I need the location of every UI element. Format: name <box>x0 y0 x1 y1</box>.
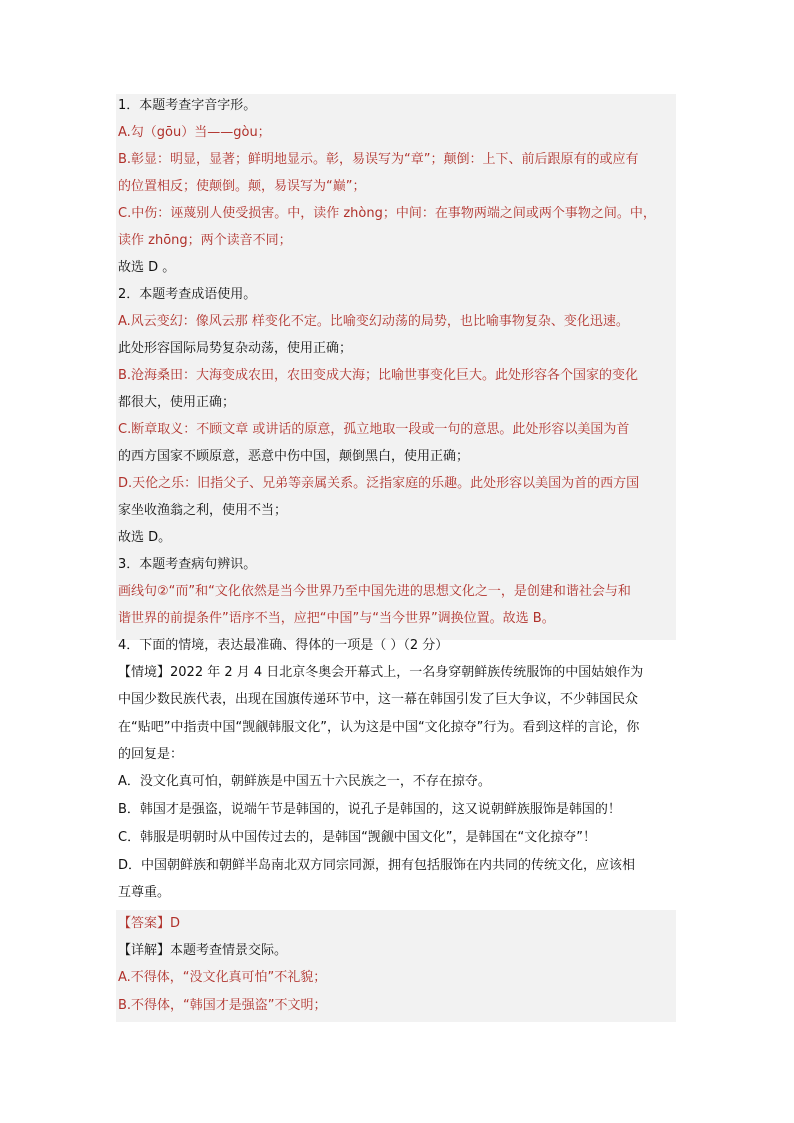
text-line-content: 读作 zhōng；两个读音不同； <box>118 233 292 248</box>
text-line <box>0 964 794 991</box>
text-line <box>0 173 794 200</box>
text-line <box>0 551 794 578</box>
text-line-content: 谐世界的前提条件”语序不当，应把“中国”与“当今世界”调换位置。故选 B。 <box>118 611 555 626</box>
text-line-content: A.风云变幻：像风云那 样变化不定。比喻变幻动荡的局势，也比喻事物复杂、变化迅速。 <box>118 314 629 329</box>
text-line <box>0 879 794 906</box>
text-line <box>0 254 794 281</box>
text-line-content: A．没文化真可怕，朝鲜族是中国五十六民族之一，不存在掠夺。 <box>118 774 491 789</box>
text-line <box>0 416 794 443</box>
text-line <box>0 92 794 119</box>
text-line-content: 画线句②“而”和“文化依然是当今世界乃至中国先进的思想文化之一，是创建和谐社会与和 <box>118 584 631 599</box>
text-line <box>0 524 794 551</box>
text-line-content: A.勾（gōu）当——gòu； <box>118 125 271 140</box>
text-line-content: B.不得体，“韩国才是强盗”不文明； <box>118 998 327 1013</box>
text-line <box>0 714 794 741</box>
text-line-content: B.彰显：明显，显著；鲜明地显示。彰，易误写为“章”；颠倒：上下、前后跟原有的或应有 <box>118 152 639 167</box>
text-line-content: 互尊重。 <box>118 885 171 900</box>
text-line-content: D.天伦之乐：旧指父子、兄弟等亲属关系。泛指家庭的乐趣。此处形容以美国为首的西方国 <box>118 476 640 491</box>
text-line <box>0 852 794 879</box>
text-line-content: 4．下面的情境，表达最准确、得体的一项是（ ）（2 分） <box>118 638 449 653</box>
text-line <box>0 119 794 146</box>
text-line-content: 故选 D 。 <box>118 260 176 275</box>
text-line <box>0 497 794 524</box>
text-line <box>0 578 794 605</box>
text-line <box>0 605 794 632</box>
text-line <box>0 443 794 470</box>
text-line <box>0 686 794 713</box>
text-line <box>0 659 794 686</box>
text-line <box>0 992 794 1019</box>
text-line <box>0 227 794 254</box>
text-line-content: B．韩国才是强盗，说端午节是韩国的，说孔子是韩国的，这又说朝鲜族服饰是韩国的！ <box>118 802 621 817</box>
text-line <box>0 146 794 173</box>
text-line <box>0 281 794 308</box>
text-line <box>0 796 794 823</box>
text-line <box>0 910 794 937</box>
text-line-content: 故选 D。 <box>118 530 172 545</box>
text-line-content: 此处形容国际局势复杂动荡，使用正确； <box>118 341 353 356</box>
text-line-content: 中国少数民族代表，出现在国旗传递环节中，这一幕在韩国引发了巨大争议，不少韩国民众 <box>118 692 639 707</box>
text-line <box>0 937 794 964</box>
text-line <box>0 470 794 497</box>
text-line <box>0 741 794 768</box>
text-line-content: C.断章取义：不顾文章 或讲话的原意，孤立地取一段或一句的意思。此处形容以美国为首 <box>118 422 630 437</box>
text-line-content: 2．本题考查成语使用。 <box>118 287 257 302</box>
text-line-content: 【详解】本题考查情景交际。 <box>118 943 288 958</box>
text-line-content: D．中国朝鲜族和朝鲜半岛南北双方同宗同源，拥有包括服饰在内共同的传统文化，应该相 <box>118 858 636 873</box>
text-line <box>0 824 794 851</box>
text-line-content: A.不得体，“没文化真可怕”不礼貌； <box>118 970 327 985</box>
text-line <box>0 200 794 227</box>
text-line <box>0 768 794 795</box>
text-line-content: 的西方国家不顾原意，恶意中伤中国，颠倒黑白，使用正确； <box>118 449 470 464</box>
text-line <box>0 389 794 416</box>
text-line-content: 3．本题考查病句辨识。 <box>118 557 257 572</box>
text-line-content: 的回复是： <box>118 747 184 762</box>
text-line-content: 1．本题考查字音字形。 <box>118 98 257 113</box>
text-line-content: 家坐收渔翁之利，使用不当； <box>118 503 288 518</box>
text-line <box>0 632 794 659</box>
text-line <box>0 362 794 389</box>
text-line-content: 在“贴吧”中指责中国“觊觎韩服文化”，认为这是中国“文化掠夺”行为。看到这样的言论，你 <box>118 720 640 735</box>
text-line-content: B.沧海桑田：大海变成农田，农田变成大海；比喻世事变化巨大。此处形容各个国家的变化 <box>118 368 639 383</box>
text-line-content: 【答案】D <box>118 916 181 931</box>
text-line-content: C．韩服是明朝时从中国传过去的，是韩国“觊觎中国文化”，是韩国在“文化掠夺”！ <box>118 830 597 845</box>
text-line-content: C.中伤：诬蔑别人使受损害。中，读作 zhòng；中间：在事物两端之间或两个事物之间。中， <box>118 206 656 221</box>
text-line-content: 的位置相反；使颠倒。颠，易误写为“巅”； <box>118 179 366 194</box>
text-line-content: 【情境】2022 年 2 月 4 日北京冬奥会开幕式上，一名身穿朝鲜族传统服饰的中国姑娘作为 <box>118 665 644 680</box>
text-line <box>0 335 794 362</box>
text-line-content: 都很大，使用正确； <box>118 395 236 410</box>
text-line <box>0 308 794 335</box>
